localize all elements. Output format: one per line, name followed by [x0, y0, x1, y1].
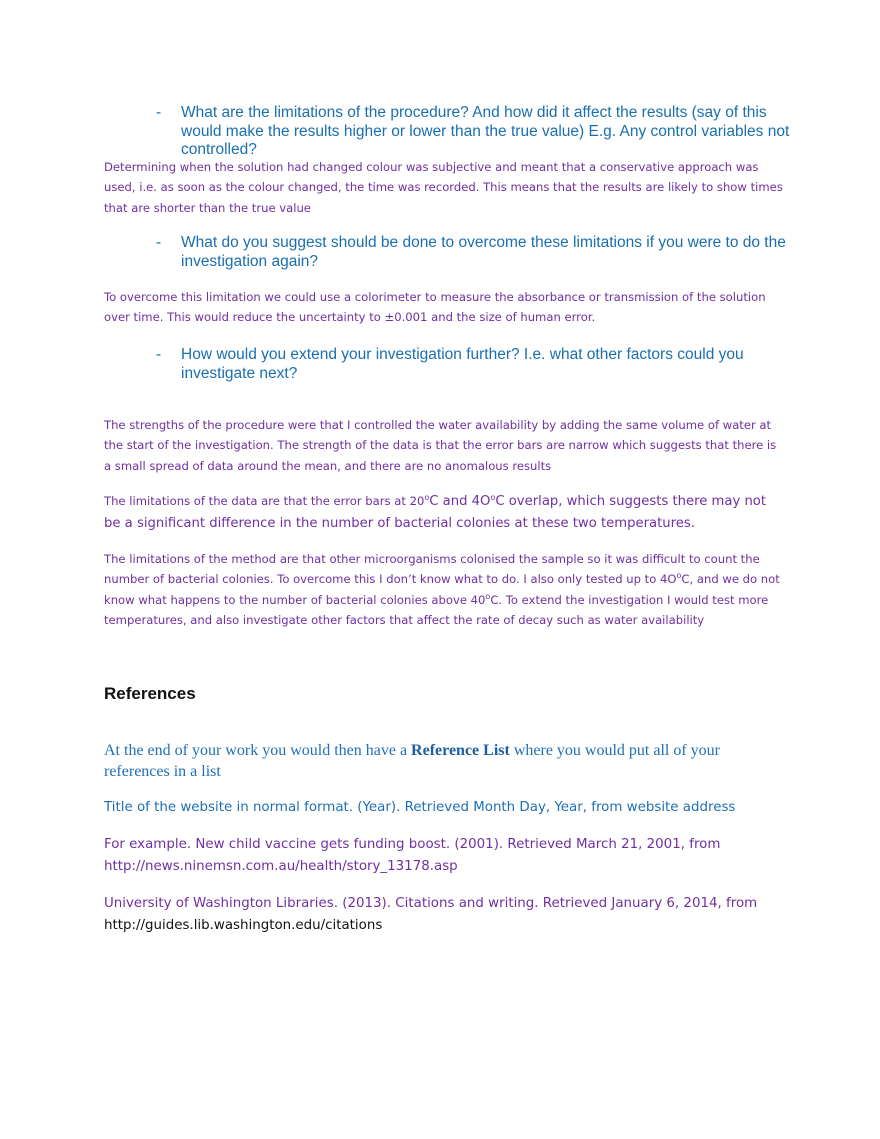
question-text: What do you suggest should be done to overcome these limitations if you were to do the investigation again? — [181, 234, 786, 270]
references-heading: References — [104, 684, 196, 703]
bullet-dash: - — [156, 234, 162, 251]
answer-method-limitations: The limitations of the method are that other microorganisms colonised the sample so it was difficult to count the number of bacterial colonies. To overcome this I don’t know what to do. I also only tested up to $4O^oC$, and we do not know what happens to the number of bacterial colonies above 40$^o$C. To extend the investigation I would test more temperatures, and also investigate other factors that affect the rate of decay such as water availability — [104, 552, 780, 627]
bullet-dash: - — [156, 104, 162, 121]
question-bullet-overcome — [156, 234, 796, 271]
answer-limitations: Determining when the solution had changed colour was subjective and meant that a conservative approach was used, i.e. as soon as the colour changed, the time was recorded. This means that the results are likely to show times that are shorter than the true value — [104, 160, 783, 215]
reference-example-2: University of Washington Libraries. (2013). Citations and writing. Retrieved January 6, 2014, from http://guides.lib.washington.edu/citations — [104, 896, 758, 933]
answer-overcome: To overcome this limitation we could use a colorimeter to measure the absorbance or transmission of the solution over time. This would reduce the uncertainty to ±0.001 and the size of human error. — [104, 290, 766, 325]
bullet-dash: - — [156, 346, 162, 363]
question-bullet-extend — [156, 346, 796, 383]
reference-example-1: For example. New child vaccine gets funding boost. (2001). Retrieved March 21, 2001, from http://news.ninemsn.com.au/health/story_13178.asp — [104, 837, 721, 874]
question-text: What are the limitations of the procedure? And how did it affect the results (say of this would make the results higher or lower than the true value) E.g. Any control variables not controlled? — [181, 104, 790, 158]
question-bullet-limitations — [156, 104, 796, 160]
answer-strengths: The strengths of the procedure were that I controlled the water availability by adding the same volume of water at the start of the investigation. The strength of the data is that the error bars are narrow which suggests that there is a small spread of data around the mean, and there are no anomalous results — [104, 418, 777, 473]
reference-list-intro: At the end of your work you would then have a Reference List where you would put all of your references in a list — [104, 742, 721, 780]
reference-list-bold: Reference List — [411, 742, 510, 759]
question-text: How would you extend your investigation further? I.e. what other factors could you investigate next? — [181, 346, 744, 382]
reference-format: Title of the website in normal format. (Year). Retrieved Month Day, Year, from website address — [104, 800, 736, 815]
reference-url: http://guides.lib.washington.edu/citations — [104, 918, 383, 933]
answer-data-limitations: The limitations of the data are that the error bars at 20$^o$C and $4O^oC$ overlap, which suggests there may not be a significant difference in the number of bacterial colonies at these two temperatures. — [104, 493, 767, 531]
